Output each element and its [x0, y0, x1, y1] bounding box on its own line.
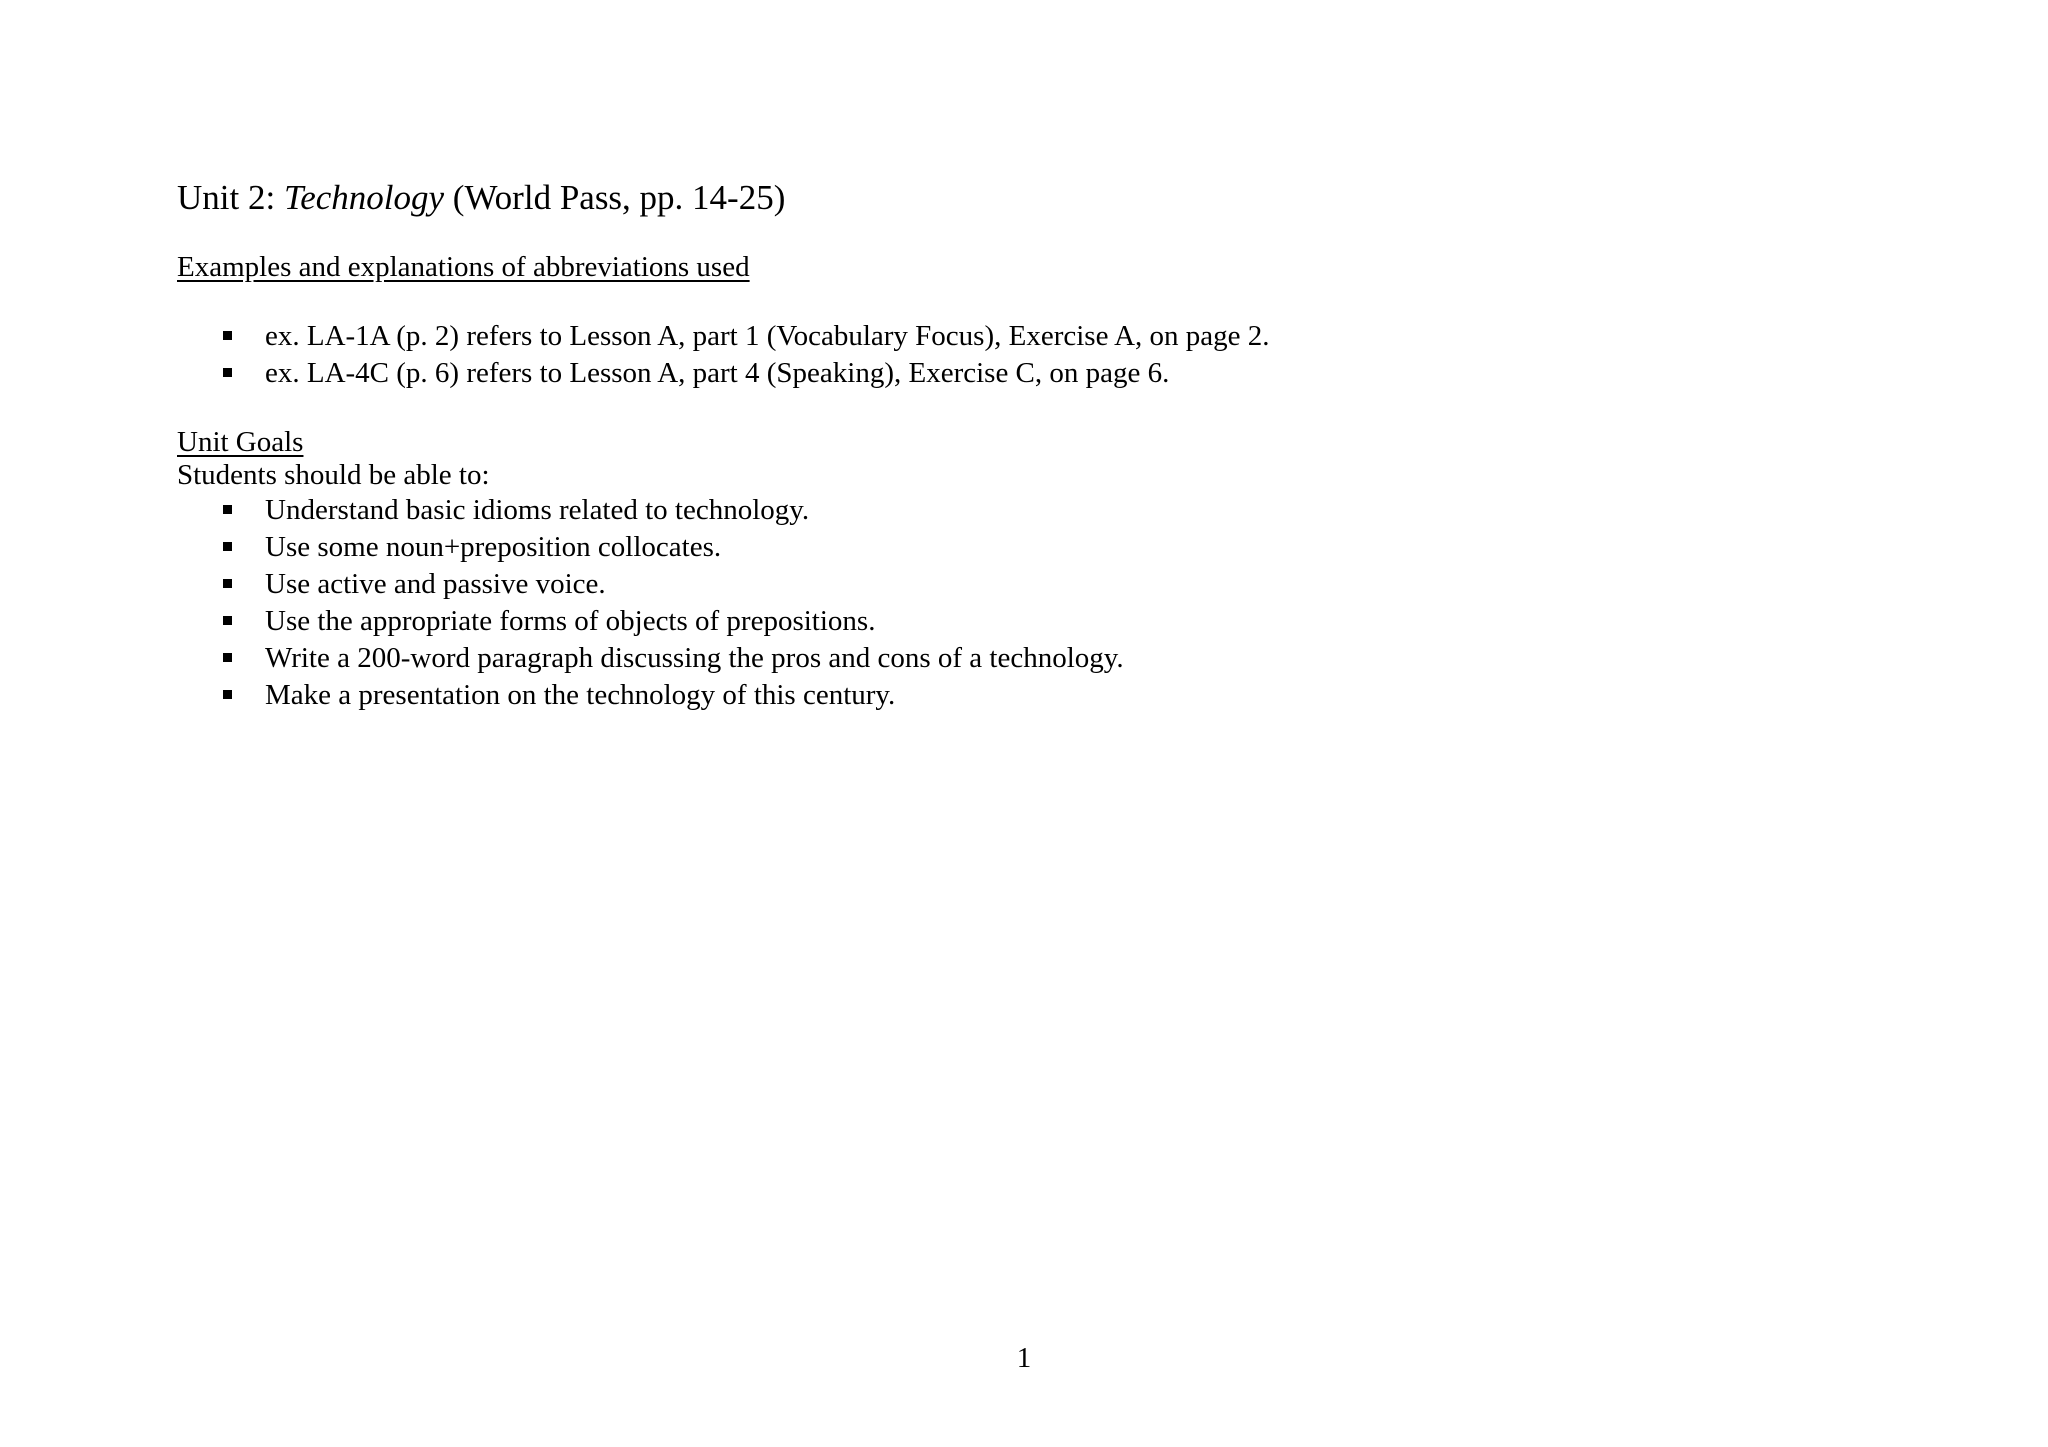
square-bullet-icon [223, 653, 232, 662]
unit-goals-heading: Unit Goals [177, 426, 304, 458]
square-bullet-icon [223, 368, 232, 377]
unit-goals-intro: Students should be able to: [177, 459, 490, 491]
square-bullet-icon [223, 331, 232, 340]
list-item-text: Understand basic idioms related to technology. [265, 494, 810, 526]
list-item-text: Make a presentation on the technology of this century. [265, 679, 896, 711]
page-title [177, 174, 785, 222]
title-suffix: (World Pass, pp. 14-25) [444, 178, 786, 217]
list-item-text: Write a 200-word paragraph discussing the pros and cons of a technology. [265, 642, 1124, 674]
square-bullet-icon [223, 616, 232, 625]
square-bullet-icon [223, 505, 232, 514]
list-item-text: Use active and passive voice. [265, 568, 606, 600]
page-number: 1 [1016, 1342, 1032, 1374]
square-bullet-icon [223, 542, 232, 551]
square-bullet-icon [223, 690, 232, 699]
title-italic: Technology [283, 178, 445, 217]
square-bullet-icon [223, 579, 232, 588]
list-item-text: Use some noun+preposition collocates. [265, 531, 722, 563]
abbreviations-heading: Examples and explanations of abbreviations used [177, 251, 750, 283]
title-prefix: Unit 2: [177, 178, 284, 217]
list-item-text: Use the appropriate forms of objects of prepositions. [265, 605, 876, 637]
list-item-text: ex. LA-1A (p. 2) refers to Lesson A, part 1 (Vocabulary Focus), Exercise A, on page 2. [265, 320, 1270, 352]
list-item-text: ex. LA-4C (p. 6) refers to Lesson A, part 4 (Speaking), Exercise C, on page 6. [265, 357, 1170, 389]
